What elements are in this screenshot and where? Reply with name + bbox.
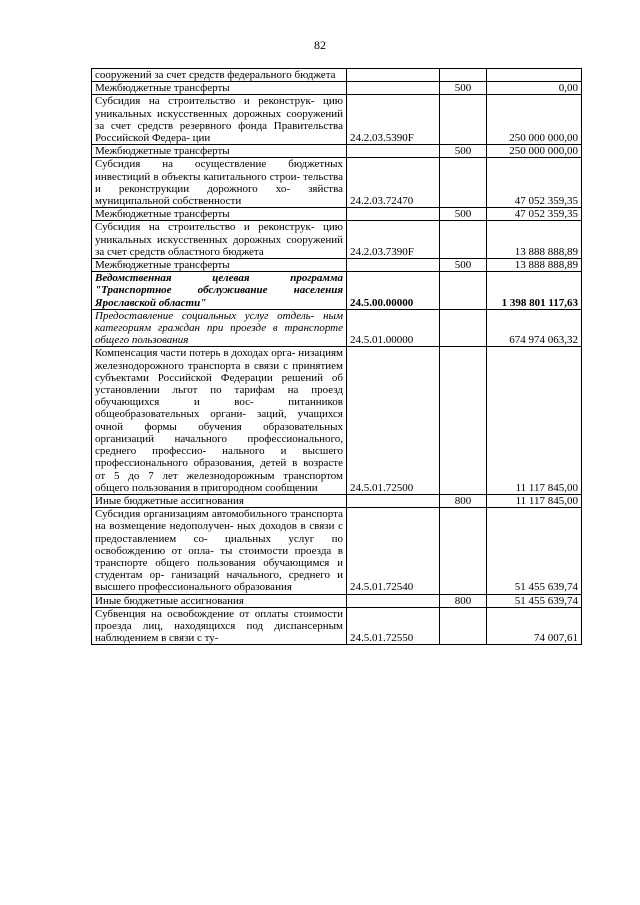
table-row bbox=[92, 95, 582, 145]
expense-type-cell bbox=[440, 95, 487, 145]
amount-cell: 11 117 845,00 bbox=[487, 494, 582, 507]
table-row bbox=[92, 158, 582, 208]
expense-type-cell bbox=[440, 607, 487, 645]
expense-type-cell: 500 bbox=[440, 259, 487, 272]
expense-name-cell: Субсидия на строительство и реконструк- цию уникальных искусственных дорожных сооружений за счет средств областного бюджета bbox=[92, 221, 347, 259]
expense-name-cell: Межбюджетные трансферты bbox=[92, 259, 347, 272]
amount-cell: 1 398 801 117,63 bbox=[487, 272, 582, 310]
expense-name-cell: Иные бюджетные ассигнования bbox=[92, 494, 347, 507]
target-code-cell: 24.5.01.72550 bbox=[347, 607, 440, 645]
expense-name-cell: Субсидия на осуществление бюджетных инвестиций в объекты капитального строи- тельства и реконструкции дорожного хо- зяйства муниципальной собственности bbox=[92, 158, 347, 208]
target-code-cell bbox=[347, 145, 440, 158]
expense-name-cell: Межбюджетные трансферты bbox=[92, 82, 347, 95]
expense-type-cell bbox=[440, 508, 487, 594]
target-code-cell bbox=[347, 259, 440, 272]
expense-name-cell: Межбюджетные трансферты bbox=[92, 145, 347, 158]
expense-type-cell: 500 bbox=[440, 208, 487, 221]
amount-cell: 674 974 063,32 bbox=[487, 309, 582, 347]
amount-cell: 250 000 000,00 bbox=[487, 95, 582, 145]
table-row bbox=[92, 309, 582, 347]
expense-name-cell: Компенсация части потерь в доходах орга- низациям железнодорожного транспорта в связи с принятием субъектами Российской Федерации решений об установлении льгот по тарифам на проезд обучающихся и вос- питанников общеобразовательных органи- заций, учащихся очной формы обучения образовательных организаций начального профессионального, среднего профессио- нального и высшего профессионального образования, детей в возрасте от 5 до 7 лет железнодорожным транспортом общего пользования в пригородном сообщении bbox=[92, 347, 347, 494]
page-number: 82 bbox=[314, 38, 326, 52]
table-row bbox=[92, 347, 582, 494]
amount-cell: 13 888 888,89 bbox=[487, 259, 582, 272]
expense-type-cell bbox=[440, 272, 487, 310]
expense-type-cell bbox=[440, 69, 487, 82]
target-code-cell: 24.5.01.72540 bbox=[347, 508, 440, 594]
table-row bbox=[92, 259, 582, 272]
expense-name-cell: Иные бюджетные ассигнования bbox=[92, 594, 347, 607]
expense-name-cell: Межбюджетные трансферты bbox=[92, 208, 347, 221]
expense-type-cell bbox=[440, 221, 487, 259]
amount-cell: 74 007,61 bbox=[487, 607, 582, 645]
target-code-cell bbox=[347, 69, 440, 82]
amount-cell: 250 000 000,00 bbox=[487, 145, 582, 158]
table-row bbox=[92, 208, 582, 221]
target-code-cell: 24.5.00.00000 bbox=[347, 272, 440, 310]
expense-type-cell: 500 bbox=[440, 82, 487, 95]
table-row bbox=[92, 494, 582, 507]
target-code-cell: 24.2.03.5390F bbox=[347, 95, 440, 145]
target-code-cell: 24.2.03.7390F bbox=[347, 221, 440, 259]
expense-type-cell bbox=[440, 309, 487, 347]
target-code-cell bbox=[347, 494, 440, 507]
target-code-cell bbox=[347, 82, 440, 95]
target-code-cell bbox=[347, 208, 440, 221]
amount-cell: 11 117 845,00 bbox=[487, 347, 582, 494]
expense-name-cell: Предоставление социальных услуг отдель- ным категориям граждан при проезде в транспорте общего пользования bbox=[92, 309, 347, 347]
table-row bbox=[92, 221, 582, 259]
amount-cell: 51 455 639,74 bbox=[487, 594, 582, 607]
target-code-cell: 24.2.03.72470 bbox=[347, 158, 440, 208]
table-row bbox=[92, 145, 582, 158]
table-row bbox=[92, 607, 582, 645]
amount-cell: 13 888 888,89 bbox=[487, 221, 582, 259]
expense-name-cell: Субсидия организациям автомобильного транспорта на возмещение недополучен- ных доходов в связи с предоставлением со- циальных услуг по освобождению от опла- ты стоимости проезда в транспорте общего пользования обучающимся и студентам ор- ганизаций начального, среднего и высшего профессионального образования bbox=[92, 508, 347, 594]
expense-type-cell: 800 bbox=[440, 494, 487, 507]
expense-name-cell: Субвенция на освобождение от оплаты стоимости проезда лиц, находящихся под диспансерным наблюдением в связи с ту- bbox=[92, 607, 347, 645]
expense-type-cell: 500 bbox=[440, 145, 487, 158]
amount-cell: 51 455 639,74 bbox=[487, 508, 582, 594]
table-row bbox=[92, 82, 582, 95]
table-row bbox=[92, 69, 582, 82]
table-row bbox=[92, 594, 582, 607]
target-code-cell: 24.5.01.00000 bbox=[347, 309, 440, 347]
budget-table bbox=[91, 68, 582, 645]
amount-cell: 0,00 bbox=[487, 82, 582, 95]
target-code-cell: 24.5.01.72500 bbox=[347, 347, 440, 494]
expense-type-cell bbox=[440, 347, 487, 494]
expense-name-cell: Ведомственная целевая программа "Транспортное обслуживание населения Ярославской области" bbox=[92, 272, 347, 310]
expense-name-cell: сооружений за счет средств федерального бюджета bbox=[92, 69, 347, 82]
amount-cell bbox=[487, 69, 582, 82]
expense-type-cell bbox=[440, 158, 487, 208]
amount-cell: 47 052 359,35 bbox=[487, 158, 582, 208]
expense-name-cell: Субсидия на строительство и реконструк- цию уникальных искусственных дорожных сооружений за счет средств резервного фонда Правительства Российской Федера- ции bbox=[92, 95, 347, 145]
table-row bbox=[92, 272, 582, 310]
expense-type-cell: 800 bbox=[440, 594, 487, 607]
target-code-cell bbox=[347, 594, 440, 607]
amount-cell: 47 052 359,35 bbox=[487, 208, 582, 221]
table-row bbox=[92, 508, 582, 594]
